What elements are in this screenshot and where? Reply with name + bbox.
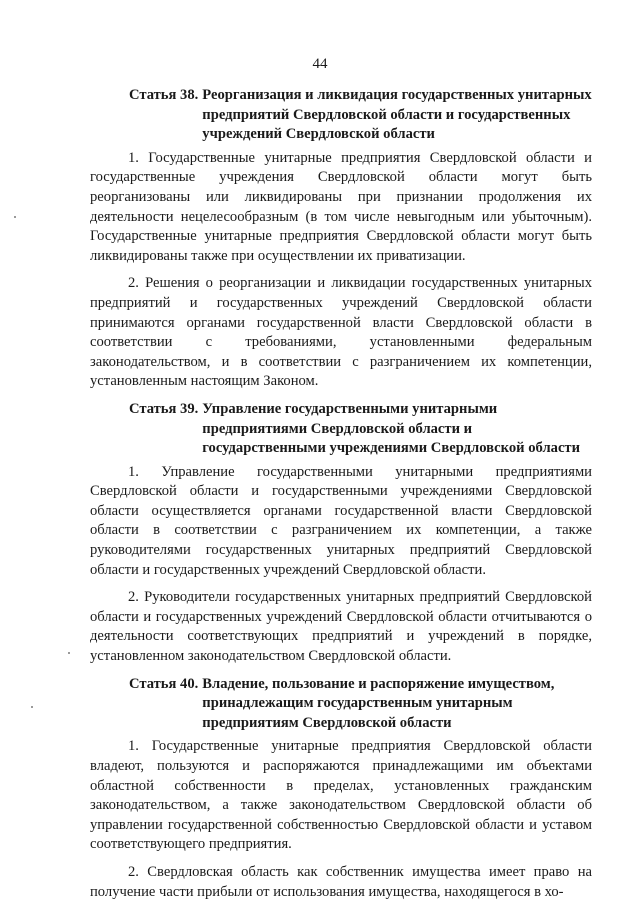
article-38-number: Статья 38. bbox=[129, 87, 199, 103]
article-38-heading bbox=[90, 86, 592, 145]
article-38-paragraph-2: 2. Решения о реорганизации и ликвидации государственных унитарных предприятий и государственных учреждений Свердловской области принимаются органами государственной власти Свердловской области в соответствии с требованиями, установленными федеральным законодательством, и в соответствии с разграничением их компетенции, установленным настоящим Законом. bbox=[90, 275, 592, 390]
article-38-title: Реорганизация и ликвидация государственных унитарных предприятий Свердловской области и государственных учреждений Свердловской области bbox=[202, 87, 592, 143]
scan-mark bbox=[14, 216, 16, 218]
article-40-number: Статья 40. bbox=[129, 675, 199, 692]
article-38-paragraph-1: 1. Государственные унитарные предприятия Свердловской области и государственные учреждения Свердловской области могут быть реорганизованы или ликвидированы при признании продолжения их деятельности нецелесообразным (в том числе невыгодным или убыточным). Государственные унитарные предприятия Свердловской области могут быть ликвидированы также при осуществлении их приватизации. bbox=[90, 149, 592, 264]
article-39-paragraph-2: 2. Руководители государственных унитарных предприятий Свердловской области и государственных учреждений Свердловской области отчитываются о деятельности соответствующих предприятий и учреждений в порядке, установленном законодательством Свердловской области. bbox=[90, 589, 592, 665]
article-40-paragraph-1: 1. Государственные унитарные предприятия Свердловской области владеют, пользуются и распоряжаются принадлежащими им объектами областной собственности в пределах, установленных гражданским законодательством, а также законодательством Свердловской области об управлении государственной собственностью Свердловской области и уставом соответствующего предприятия. bbox=[90, 738, 592, 853]
article-39-paragraph-1: 1. Управление государственными унитарными предприятиями Свердловской области и государственными учреждениями Свердловской области осуществляется органами государственной власти Свердловской области в соответствии с разграничением их компетенции, а также руководителями государственных унитарных предприятий Свердловской области и государственных учреждений Свердловской области. bbox=[90, 463, 592, 578]
article-39-number: Статья 39. bbox=[129, 400, 199, 417]
scan-mark bbox=[68, 652, 70, 654]
article-40-paragraph-2: 2. Свердловская область как собственник имущества имеет право на получение части прибыли от использования имущества, находящегося в хо- bbox=[90, 863, 592, 900]
article-39-title: Управление государственными унитарными предприятиями Свердловской области и государственными учреждениями Свердловской области bbox=[202, 400, 581, 457]
page-number: 44 bbox=[312, 56, 328, 72]
article-39-heading bbox=[90, 400, 592, 459]
article-40-heading bbox=[90, 675, 592, 734]
scan-mark bbox=[31, 706, 33, 708]
document-body bbox=[90, 86, 592, 910]
article-40-title: Владение, пользование и распоряжение имуществом, принадлежащим государственным унитарным предприятиям Свердловской области bbox=[202, 675, 555, 731]
